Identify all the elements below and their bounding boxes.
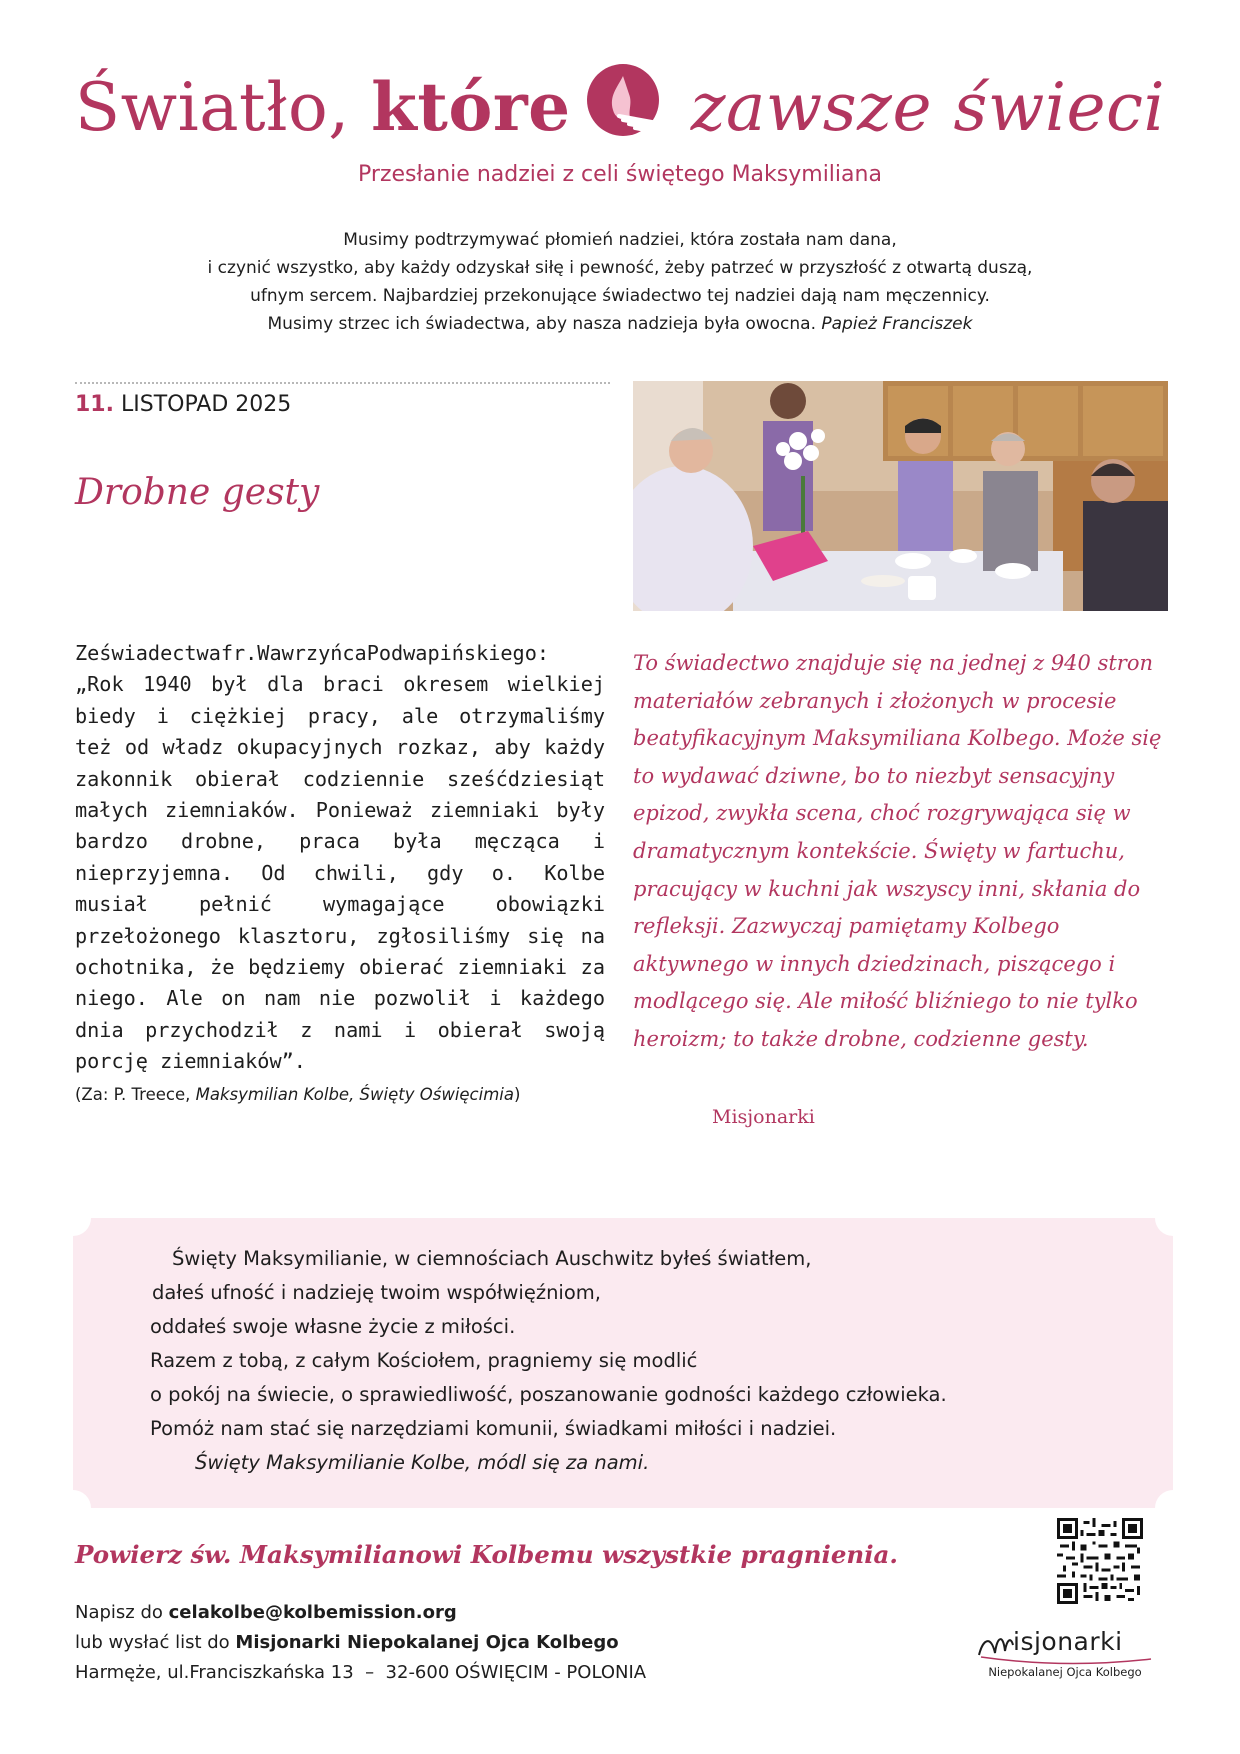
- prayer-line: Pomóż nam stać się narzędziami komunii, świadkami miłości i nadziei.: [150, 1417, 837, 1440]
- quote-author: Papież Franciszek: [821, 314, 973, 334]
- divider: [75, 382, 610, 384]
- flame-logo-icon: [579, 62, 683, 142]
- box-corner: [55, 1200, 91, 1236]
- box-corner: [1155, 1490, 1191, 1526]
- contact-email-line: [75, 1598, 646, 1628]
- prayer-line: Razem z tobą, z całym Kościołem, pragniemy się modlić: [150, 1349, 698, 1372]
- page-title: [0, 62, 1240, 146]
- prayer-line-invocation: Święty Maksymilianie Kolbe, módl się za nami.: [195, 1451, 650, 1474]
- title-part-3: zawsze świeci: [690, 69, 1166, 146]
- quote-line-last: [120, 310, 1120, 338]
- prayer-line: Święty Maksymilianie, w ciemnościach Auschwitz byłeś światłem,: [172, 1247, 812, 1270]
- date-number: 11.: [75, 392, 114, 417]
- quote-line: Musimy strzec ich świadectwa, aby nasza nadzieja była owocna.: [267, 314, 816, 334]
- entry-date: [75, 392, 291, 417]
- testimony-text: Zeświadectwafr.WawrzyńcaPodwapińskiego: „Rok 1940 był dla braci okresem wielkiej biedy i ciężkiej pracy, ale otrzymaliśmy też od władz okupacyjnych rozkaz, aby każdy zakonnik obierał codziennie sześćdziesiąt małych ziemniaków. Ponieważ ziemniaki były bardzo drobne, praca była męcząca i nieprzyjemna. Od chwili, gdy o. Kolbe musiał pełnić wymagające obowiązki przełożonego klasztoru, zgłosiliśmy się na ochotnika, że będziemy obierać ziemniaki za niego. Ale on nam nie pozwolił i każdego dnia przychodził z nami i obierał swoją porcję ziemniaków”.: [75, 641, 605, 1074]
- box-corner: [1155, 1200, 1191, 1236]
- prayer-line: oddałeś swoje własne życie z miłości.: [150, 1315, 516, 1338]
- source-prefix: (Za: P. Treece,: [75, 1085, 196, 1104]
- pope-quote: [120, 226, 1120, 338]
- title-part-2: które: [371, 68, 571, 146]
- logo-subtitle: Niepokalanej Ojca Kolbego: [988, 1665, 1142, 1679]
- title-part-1: Światło,: [74, 69, 372, 146]
- write-prefix: Napisz do: [75, 1602, 169, 1623]
- photo-illustration: [633, 381, 1168, 611]
- contact-letter-line: [75, 1628, 646, 1658]
- signature: Misjonarki: [712, 1106, 815, 1128]
- prayer-text: [150, 1242, 1050, 1480]
- misjonarki-logo: [975, 1625, 1155, 1685]
- quote-line: Musimy podtrzymywać płomień nadziei, która została nam dana,: [343, 230, 897, 250]
- source-suffix: ): [513, 1085, 521, 1104]
- photo-women-table-icon: [633, 381, 1168, 611]
- source-citation: [75, 1085, 520, 1104]
- entry-heading: Drobne gesty: [75, 472, 320, 513]
- source-title: Maksymilian Kolbe, Święty Oświęcimia: [195, 1085, 514, 1104]
- qr-code-icon[interactable]: [1057, 1518, 1143, 1604]
- quote-line: ufnym sercem. Najbardziej przekonujące świadectwo tej nadziei dają nam męczennicy.: [250, 286, 990, 306]
- page-subtitle: Przesłanie nadziei z celi świętego Maksymiliana: [358, 162, 882, 187]
- prayer-line: dałeś ufność i nadzieję twoim współwięźniom,: [152, 1281, 601, 1304]
- entrust-heading: Powierz św. Maksymilianowi Kolbemu wszystkie pragnienia.: [75, 1540, 898, 1569]
- logo-name: isjonarki: [1013, 1627, 1123, 1656]
- contact-info: [75, 1598, 646, 1688]
- quote-line: i czynić wszystko, aby każdy odzyskał siłę i pewność, żeby patrzeć w przyszłość z otwartą duszą,: [207, 258, 1033, 278]
- reflection-text: To świadectwo znajduje się na jednej z 940 stron materiałów zebranych i złożonych w procesie beatyfikacyjnym Maksymiliana Kolbego. Może się to wydawać dziwne, bo to niezbyt sensacyjny epizod, zwykła scena, choć rozgrywająca się w dramatycznym kontekście. Święty w fartuchu, pracujący w kuchni jak wszyscy inni, skłania do refleksji. Zazwyczaj pamiętamy Kolbego aktywnego w innych dziedzinach, piszącego i modlącego się. Ale miłość bliźniego to nie tylko heroizm; to także drobne, codzienne gesty.: [633, 651, 1162, 1051]
- letter-prefix: lub wysłać list do: [75, 1632, 236, 1653]
- box-corner: [55, 1490, 91, 1526]
- email-link[interactable]: celakolbe@kolbemission.org: [168, 1602, 457, 1623]
- organization-name: Misjonarki Niepokalanej Ojca Kolbego: [235, 1632, 619, 1653]
- date-month-year: LISTOPAD 2025: [120, 392, 292, 417]
- address: Harmęże, ul.Franciszkańska 13 – 32-600 OŚWIĘCIM - POLONIA: [75, 1662, 647, 1683]
- prayer-line: o pokój na świecie, o sprawiedliwość, poszanowanie godności każdego człowieka.: [150, 1383, 947, 1406]
